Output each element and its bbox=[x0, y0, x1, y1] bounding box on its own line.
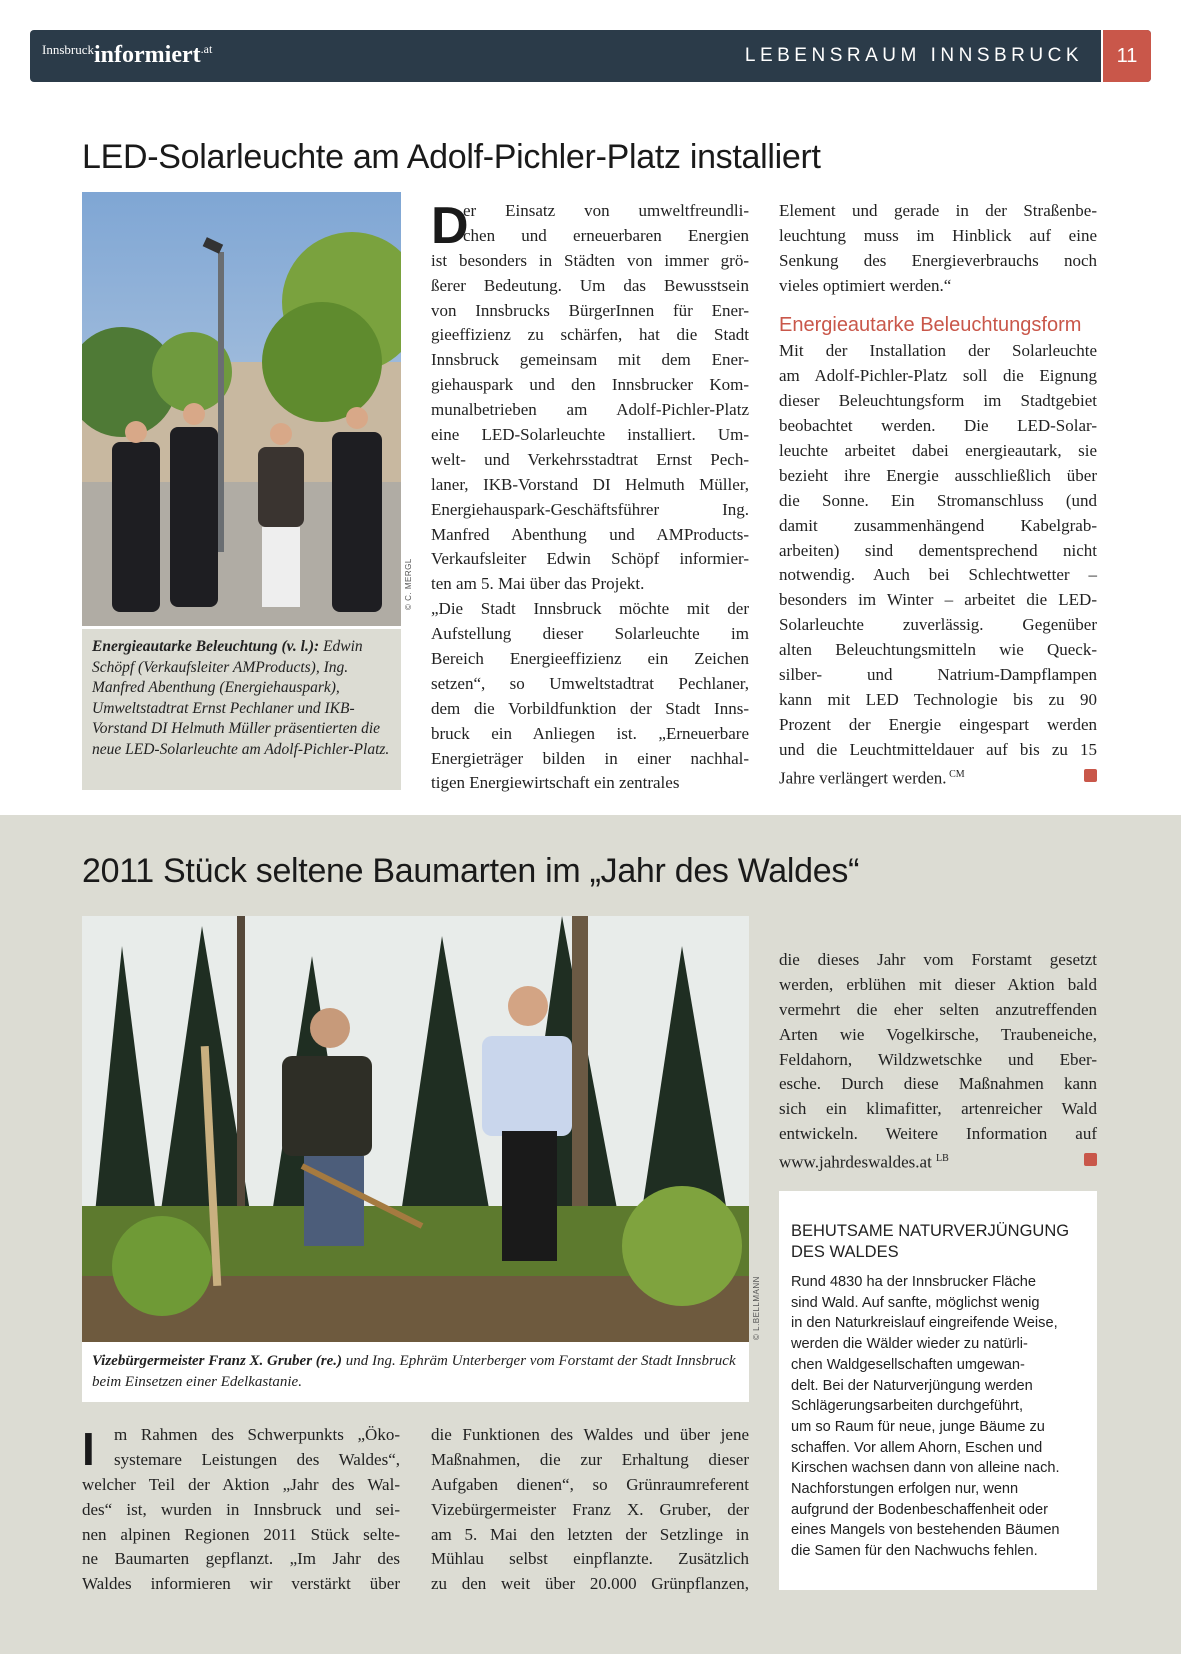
text-line: ne Baumarten gepflanzt. „Im Jahr des bbox=[82, 1549, 400, 1569]
text-line: und die Leuchtmitteldauer auf bis zu 15 bbox=[779, 739, 1097, 759]
text-line: vermehrt die eher selten anzutreffenden bbox=[779, 999, 1097, 1019]
text-line: Arten wie Vogelkirsche, Traubeneiche, bbox=[779, 1024, 1097, 1044]
text-line: alten Beleuchtungsmitteln wie Queck- bbox=[779, 640, 1097, 660]
text-line: systemare Leistungen des Waldes“, bbox=[114, 1449, 400, 1469]
text-line: die dieses Jahr vom Forstamt gesetzt bbox=[779, 950, 1097, 969]
text-line: Feldahorn, Wildzwetschke und Eber- bbox=[779, 1049, 1097, 1069]
text-line: werden, erblühen mit dieser Aktion bald bbox=[779, 974, 1097, 994]
article2-column-2 bbox=[431, 1423, 749, 1597]
text-line: Aufstellung dieser Solarleuchte im bbox=[431, 624, 749, 644]
drop-cap: I bbox=[82, 1423, 95, 1475]
logo-small: Innsbruck bbox=[42, 42, 94, 57]
article2-column-3 bbox=[779, 948, 1097, 1172]
text-line: dieser Beleuchtungsform im Stadtgebiet bbox=[779, 391, 1097, 411]
text-line: die Sonne. Ein Stromanschluss (und bbox=[779, 490, 1097, 510]
text-line: am Adolf-Pichler-Platz soll die Eignung bbox=[779, 366, 1097, 386]
article1-column-2 bbox=[779, 199, 1097, 787]
text-line: dem die Vorbildfunktion der Stadt Inns- bbox=[431, 698, 749, 718]
text-line: bruck ein Anliegen ist. „Erneuerbare bbox=[431, 723, 749, 743]
text-line: notwendig. Auch bei Schlechtwetter – bbox=[779, 565, 1097, 585]
text-line: Bereich Energieeffizienz ein Zeichen bbox=[431, 649, 749, 669]
text-line: Prozent der Energie eingespart werden bbox=[779, 714, 1097, 734]
text-line: leuchtung muss im Hinblick auf eine bbox=[779, 225, 1097, 245]
text-line: am 5. Mai den letzten der Setzlinge in bbox=[431, 1524, 749, 1544]
article1-photo bbox=[82, 192, 401, 626]
text-line: des“ ist, wurden in Innsbruck und sei- bbox=[82, 1499, 400, 1519]
signature: CM bbox=[946, 768, 965, 780]
text-line: setzen“, so Umweltstadtrat Pechlaner, bbox=[431, 673, 749, 693]
text-line: entwickeln. Weitere Information auf bbox=[779, 1124, 1097, 1144]
text-line: nen alpinen Regionen 2011 Stück selte- bbox=[82, 1524, 400, 1544]
website-link[interactable]: www.jahrdeswaldes.at bbox=[779, 1152, 932, 1172]
link-line bbox=[779, 1147, 1097, 1172]
text-line: eine LED-Solarleuchte installiert. Um- bbox=[431, 425, 749, 445]
text-line: arbeiten) sind dementsprechend nicht bbox=[779, 540, 1097, 560]
text-line: Mit der Installation der Solarleuchte bbox=[779, 341, 1097, 361]
text-line: die Funktionen des Waldes und über jene bbox=[431, 1425, 749, 1444]
text-line: Mühlau selbst einpflanzte. Zusätzlich bbox=[431, 1549, 749, 1569]
text-line: kann mit LED Technologie bis zu 90 bbox=[779, 689, 1097, 709]
text-line: sich ein klimafitter, artenreicher Wald bbox=[779, 1099, 1097, 1119]
text-line: Element und gerade in der Straßenbe- bbox=[779, 201, 1097, 220]
text-line: Maßnahmen, die zur Erhaltung dieser bbox=[431, 1449, 749, 1469]
text-line: welcher Teil der Aktion „Jahr des Wal- bbox=[82, 1474, 400, 1494]
photo-credit: © L.BELLMANN bbox=[752, 1276, 761, 1340]
article2-title: 2011 Stück seltene Baumarten im „Jahr des Waldes“ bbox=[82, 852, 860, 890]
text-line: Waldes informieren wir verstärkt über bbox=[82, 1574, 400, 1594]
info-box-line: sind Wald. Auf sanfte, möglichst wenig bbox=[791, 1294, 1040, 1311]
photo-caption bbox=[82, 1342, 749, 1402]
text-line: Senkung des Energieverbrauchs noch bbox=[779, 250, 1097, 270]
info-box-line: delt. Bei der Naturverjüngung werden bbox=[791, 1377, 1033, 1394]
text-line: munalbetrieben am Adolf-Pichler-Platz bbox=[431, 400, 749, 420]
info-box-body bbox=[791, 1272, 1085, 1562]
article1-title: LED-Solarleuchte am Adolf-Pichler-Platz installiert bbox=[82, 138, 821, 176]
logo-tld: .at bbox=[200, 42, 213, 56]
text-line: Verkaufsleiter Edwin Schöpf informier- bbox=[431, 549, 749, 569]
article2-column-1 bbox=[82, 1423, 400, 1597]
text-line: er Einsatz von umweltfreundli- bbox=[463, 201, 749, 220]
text-line: laner, IKB-Vorstand DI Helmuth Müller, bbox=[431, 474, 749, 494]
article1-column-1 bbox=[431, 199, 749, 796]
text-line: esche. Durch diese Maßnahmen kann bbox=[779, 1074, 1097, 1094]
end-mark-icon bbox=[1084, 769, 1097, 782]
text-line: giehauspark und den Innsbrucker Kom- bbox=[431, 375, 749, 395]
info-box-line: aufgrund der Bodenbeschaffenheit oder bbox=[791, 1501, 1048, 1518]
text-line: Innsbruck gemeinsam mit dem Ener- bbox=[431, 350, 749, 370]
info-box-line: werden die Wälder wieder zu natürli- bbox=[791, 1336, 1028, 1353]
text-line: ist besonders in Städten von immer grö- bbox=[431, 250, 749, 270]
text-line: vieles optimiert werden.“ bbox=[779, 275, 952, 295]
info-box-line: chen Waldgesellschaften umgewan- bbox=[791, 1356, 1025, 1373]
subheading: Energieautarke Beleuchtungsform bbox=[779, 313, 1082, 336]
info-box-line: Rund 4830 ha der Innsbrucker Fläche bbox=[791, 1274, 1037, 1290]
page-header bbox=[30, 30, 1151, 82]
article2-photo bbox=[82, 916, 749, 1342]
signature: LB bbox=[936, 1153, 949, 1165]
logo bbox=[42, 42, 212, 69]
column-3-body bbox=[779, 948, 1097, 1147]
text-line: Aufgaben dienen“, so Grünraumreferent bbox=[431, 1474, 749, 1494]
drop-cap: D bbox=[431, 197, 469, 255]
text-line: damit zusammenhängend Kabelgrab- bbox=[779, 515, 1097, 535]
text-line: ßerer Bedeutung. Um das Bewusstsein bbox=[431, 275, 749, 295]
text-line: silber- und Natrium-Dampflampen bbox=[779, 665, 1097, 685]
info-box-line: eines Mangels von bestehenden Bäumen bbox=[791, 1522, 1060, 1539]
info-box-line: die Samen für den Nachwuchs fehlen. bbox=[791, 1543, 1038, 1560]
column-2-intro bbox=[779, 199, 1097, 299]
text-line: tigen Energiewirtschaft ein zentrales bbox=[431, 773, 680, 793]
page-number: 11 bbox=[1101, 30, 1151, 82]
caption-bold: Energieautarke Beleuchtung (v. l.): bbox=[92, 638, 320, 655]
info-box-line: Kirschen wachsen dann von alleine nach. bbox=[791, 1460, 1060, 1477]
text-line: „Die Stadt Innsbruck möchte mit der bbox=[431, 599, 749, 619]
text-line: ten am 5. Mai über das Projekt. bbox=[431, 574, 645, 594]
text-line: Energiehauspark-Geschäftsführer Ing. bbox=[431, 499, 749, 519]
text-line: zu den weit über 20.000 Grünpflanzen, bbox=[431, 1574, 749, 1594]
info-box-title: BEHUTSAME NATURVERJÜNGUNG DES WALDES bbox=[791, 1222, 1070, 1261]
text-line: leuchte arbeitet dabei energieautark, sie bbox=[779, 441, 1097, 461]
text-line: beobachtet werden. Die LED-Solar- bbox=[779, 416, 1097, 436]
text-line: Jahre verlängert werden. $^{CM}$ bbox=[779, 763, 1097, 788]
text-line: m Rahmen des Schwerpunkts „Öko- bbox=[114, 1425, 400, 1444]
caption-bold: Vizebürgermeister Franz X. Gruber (re.) bbox=[92, 1353, 343, 1369]
text-line: Manfred Abenthung und AMProducts- bbox=[431, 524, 749, 544]
photo-caption bbox=[82, 629, 401, 790]
logo-big: informiert bbox=[94, 42, 201, 68]
info-box-line: um so Raum für neue, junge Bäume zu bbox=[791, 1418, 1045, 1435]
end-mark-icon bbox=[1084, 1153, 1097, 1166]
text-line: bezieht ihre Energie ausschließlich über bbox=[779, 465, 1097, 485]
column-2-body bbox=[779, 339, 1097, 787]
photo-credit: © C. MERGL bbox=[404, 558, 413, 610]
text-line: welt- und Verkehrsstadtrat Ernst Pech- bbox=[431, 449, 749, 469]
info-box-line: Nachforstungen erfolgen nur, wenn bbox=[791, 1481, 1019, 1498]
text-line: besonders im Winter – arbeitet die LED- bbox=[779, 590, 1097, 610]
caption-text: Edwin Schöpf (Verkaufsleiter AMProducts), Ing. Manfred Abenthung (Energiehauspark), Umweltstadtrat Ernst Pechlaner und IKB-Vorstand DI Helmuth Müller präsentierten die neue LED-Solarleuchte am Adolf-Pichler-Platz. bbox=[92, 638, 390, 758]
section-title: LEBENSRAUM INNSBRUCK bbox=[744, 45, 1083, 66]
info-box bbox=[779, 1191, 1097, 1590]
text-line: Energieträger bilden in einer nachhal- bbox=[431, 748, 749, 768]
info-box-line: in den Naturkreislauf eingreifende Weise, bbox=[791, 1315, 1058, 1332]
info-box-line: Schlägerungsarbeiten durchgeführt, bbox=[791, 1398, 1024, 1415]
text-line: von Innsbrucks BürgerInnen für Ener- bbox=[431, 300, 749, 320]
text-line: gieeffizienz zu schärfen, hat die Stadt bbox=[431, 325, 749, 345]
info-box-line: schaffen. Vor allem Ahorn, Eschen und bbox=[791, 1439, 1043, 1456]
text-line: Solarleuchte zuverlässig. Gegenüber bbox=[779, 615, 1097, 635]
text-line: chen und erneuerbaren Energien bbox=[463, 225, 749, 245]
caption-text: und Ing. Ephräm Unterberger vom Forstamt der Stadt Innsbruck beim Einsetzen einer Edelkastanie. bbox=[92, 1353, 736, 1390]
text-line: Vizebürgermeister Franz X. Gruber, der bbox=[431, 1499, 749, 1519]
